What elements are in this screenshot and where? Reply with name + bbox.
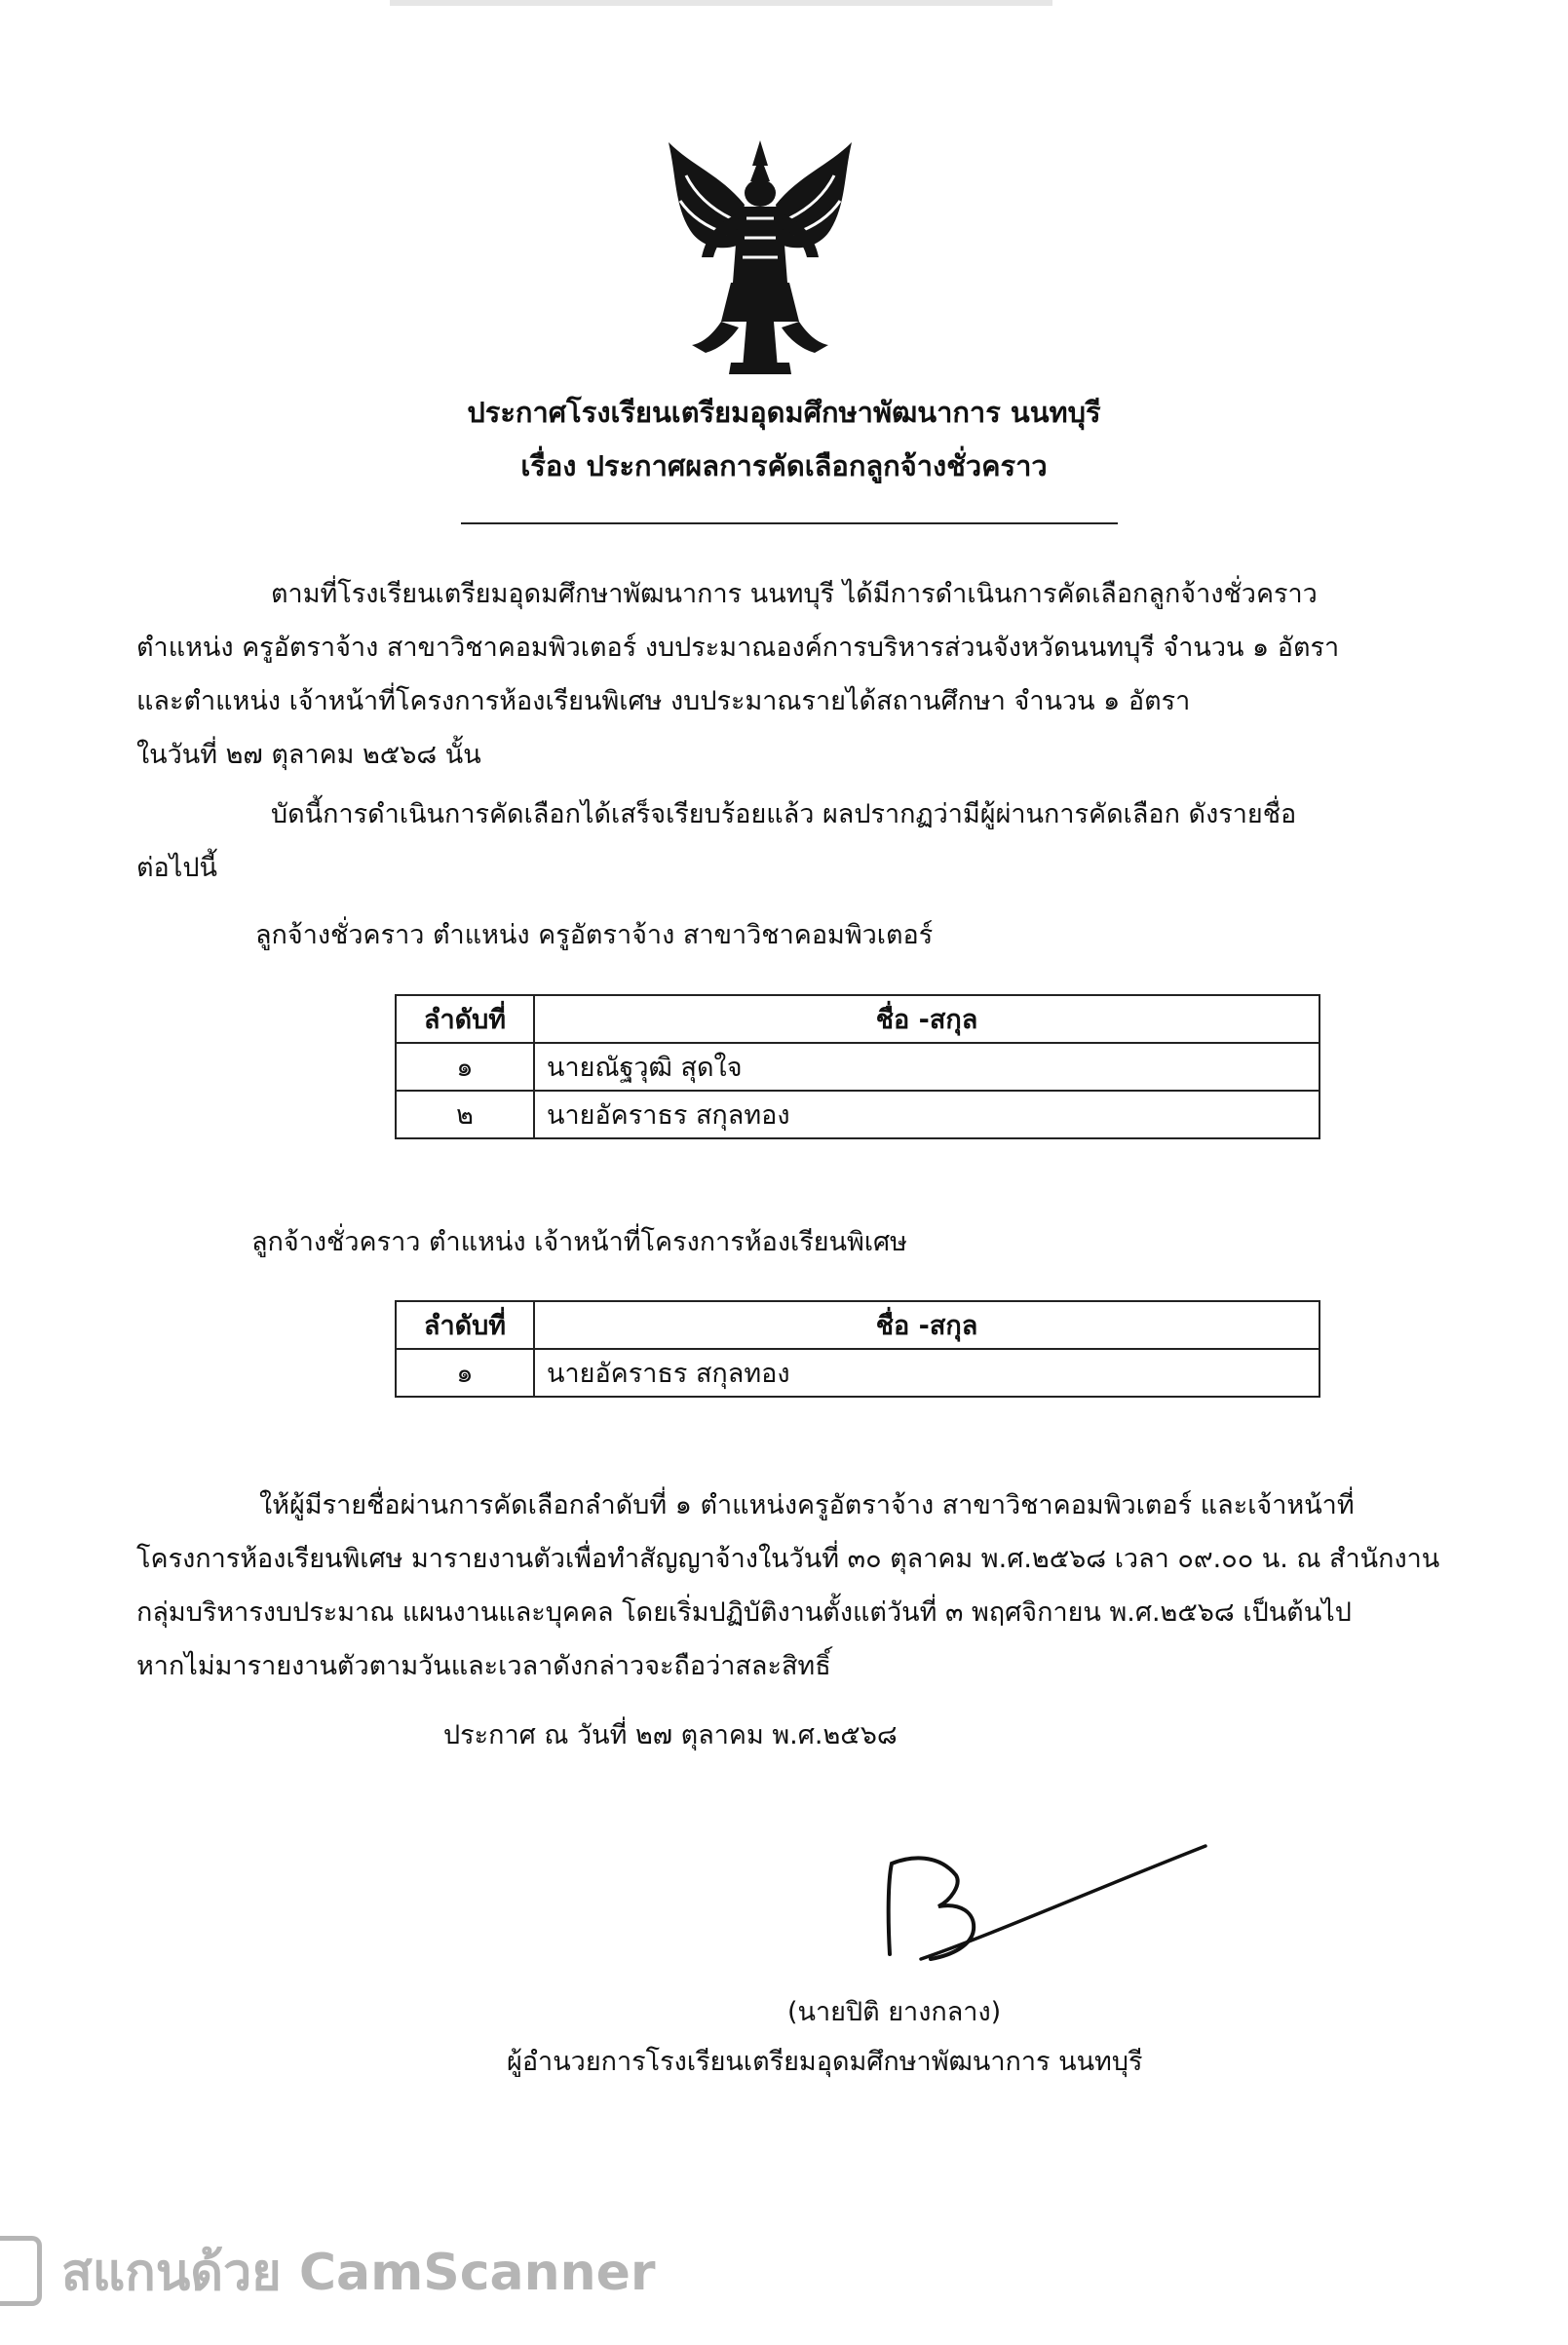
section1-table [395, 994, 1320, 1139]
instruction-line: ให้ผู้มีรายชื่อผ่านการคัดเลือกลำดับที่ ๑ ตำแหน่งครูอัตราจ้าง สาขาวิชาคอมพิวเตอร์ และเจ้าหน้าที่ [259, 1490, 1355, 1520]
row-order: ๒ [396, 1091, 534, 1138]
announcement-subject: เรื่อง ประกาศผลการคัดเลือกลูกจ้างชั่วคราว [520, 449, 1048, 482]
header-order: ลำดับที่ [396, 1301, 534, 1349]
row-order: ๑ [396, 1349, 534, 1397]
watermark-text: สแกนด้วย CamScanner [61, 2243, 656, 2302]
table-row [396, 1043, 1319, 1091]
header-name: ชื่อ -สกุล [534, 995, 1319, 1043]
instruction-line: โครงการห้องเรียนพิเศษ มารายงานตัวเพื่อทำสัญญาจ้างในวันที่ ๓๐ ตุลาคม พ.ศ.๒๕๖๘ เวลา ๐๙.๐๐ น. ณ สำนักงาน [136, 1544, 1440, 1574]
result-line: ต่อไปนี้ [136, 853, 217, 883]
signature-icon [882, 1842, 1213, 1964]
intro-line: ในวันที่ ๒๗ ตุลาคม ๒๕๖๘ นั้น [136, 740, 481, 770]
instruction-line: กลุ่มบริหารงบประมาณ แผนงานและบุคคล โดยเริ่มปฏิบัติงานตั้งแต่วันที่ ๓ พฤศจิกายน พ.ศ.๒๕๖๘ เป็นต้นไป [136, 1597, 1352, 1628]
table-header-row [396, 995, 1319, 1043]
row-name: นายอัคราธร สกุลทอง [534, 1349, 1319, 1397]
title-divider [461, 522, 1118, 524]
signer-name: (นายปิติ ยางกลาง) [787, 1997, 1002, 2027]
instruction-line: หากไม่มารายงานตัวตามวันและเวลาดังกล่าวจะถือว่าสละสิทธิ์ [136, 1651, 831, 1681]
announce-date: ประกาศ ณ วันที่ ๒๗ ตุลาคม พ.ศ.๒๕๖๘ [443, 1720, 898, 1750]
garuda-emblem-icon [663, 136, 858, 375]
intro-line: และตำแหน่ง เจ้าหน้าที่โครงการห้องเรียนพิเศษ งบประมาณรายได้สถานศึกษา จำนวน ๑ อัตรา [136, 686, 1191, 716]
row-name: นายณัฐวุฒิ สุดใจ [534, 1043, 1319, 1091]
result-line: บัดนี้การดำเนินการคัดเลือกได้เสร็จเรียบร้อยแล้ว ผลปรากฏว่ามีผู้ผ่านการคัดเลือก ดังรายชื่อ [271, 799, 1297, 829]
intro-line: ตำแหน่ง ครูอัตราจ้าง สาขาวิชาคอมพิวเตอร์ งบประมาณองค์การบริหารส่วนจังหวัดนนทบุรี จำนวน ๑ อัตรา [136, 633, 1340, 663]
top-edge-mark [390, 0, 1052, 6]
camscanner-logo-icon [0, 2236, 42, 2306]
table-row [396, 1349, 1319, 1397]
camscanner-watermark [0, 2232, 656, 2310]
header-name: ชื่อ -สกุล [534, 1301, 1319, 1349]
row-name: นายอัคราธร สกุลทอง [534, 1091, 1319, 1138]
section1-caption: ลูกจ้างชั่วคราว ตำแหน่ง ครูอัตราจ้าง สาขาวิชาคอมพิวเตอร์ [255, 920, 934, 950]
result-paragraph [136, 788, 1423, 895]
table-row [396, 1091, 1319, 1138]
section2-table [395, 1300, 1320, 1398]
instructions-paragraph [136, 1479, 1440, 1693]
section2-caption: ลูกจ้างชั่วคราว ตำแหน่ง เจ้าหน้าที่โครงการห้องเรียนพิเศษ [251, 1227, 907, 1257]
table-header-row [396, 1301, 1319, 1349]
header-order: ลำดับที่ [396, 995, 534, 1043]
intro-paragraph [136, 567, 1423, 782]
row-order: ๑ [396, 1043, 534, 1091]
announcement-title: ประกาศโรงเรียนเตรียมอุดมศึกษาพัฒนาการ นนทบุรี [467, 396, 1101, 429]
intro-line: ตามที่โรงเรียนเตรียมอุดมศึกษาพัฒนาการ นนทบุรี ได้มีการดำเนินการคัดเลือกลูกจ้างชั่วคราว [271, 579, 1318, 609]
signer-position: ผู้อำนวยการโรงเรียนเตรียมอุดมศึกษาพัฒนาการ นนทบุรี [507, 2047, 1143, 2077]
